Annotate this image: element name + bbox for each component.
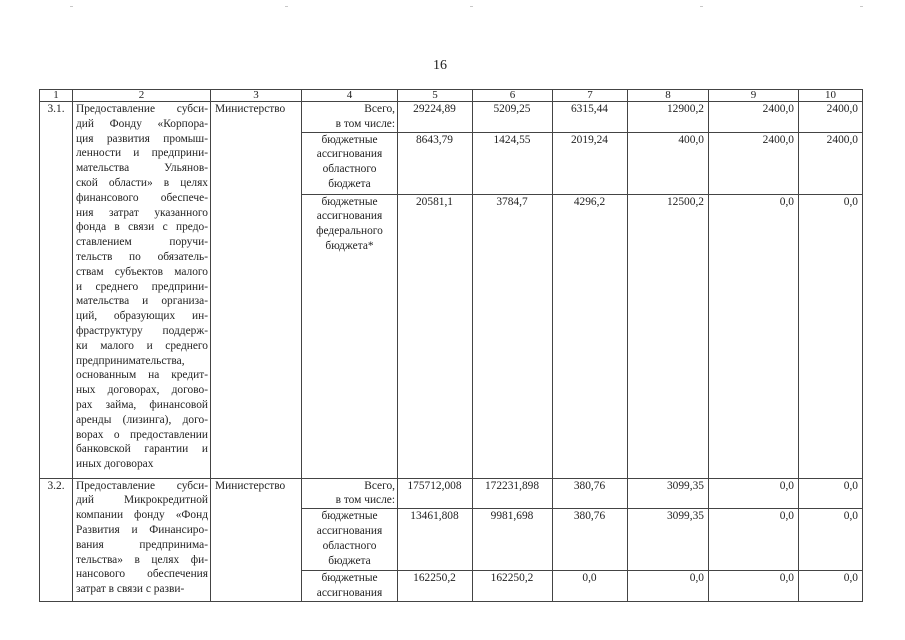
measure-description [73, 102, 211, 479]
amount-cell-10: 0,0 [799, 509, 863, 571]
page-number: 16 [433, 58, 447, 73]
amount-cell-6: 5209,25 [473, 102, 553, 133]
budget-table [39, 89, 863, 602]
amount-cell-6: 172231,898 [473, 478, 553, 509]
scan-speck [70, 6, 73, 7]
scan-speck [470, 6, 473, 7]
description-line: аренды (лизинга), дого- [76, 413, 208, 426]
amount-cell-10: 0,0 [799, 478, 863, 509]
description-line: финансового обеспече- [76, 191, 208, 204]
executor-cell: Министерство [211, 478, 302, 601]
amount-cell-5: 8643,79 [398, 132, 473, 194]
description-line: иных договорах [76, 458, 154, 471]
amount-cell-8: 0,0 [628, 571, 709, 602]
description-line: Предоставление субси- [76, 103, 208, 115]
description-line: компании фонду «Фонд [76, 509, 208, 522]
description-line: тельств по обязатель- [76, 250, 208, 263]
amount-cell-8: 12500,2 [628, 194, 709, 478]
description-line: основанным на кредит- [76, 369, 208, 382]
amount-cell-8: 3099,35 [628, 509, 709, 571]
description-line: ворах о предоставлении [76, 428, 208, 441]
amount-cell-5: 13461,808 [398, 509, 473, 571]
table-row [40, 478, 863, 509]
amount-cell-5: 20581,1 [398, 194, 473, 478]
column-header-row [40, 90, 863, 102]
amount-cell-5: 162250,2 [398, 571, 473, 602]
description-line: ки малого и среднего [76, 339, 208, 352]
amount-cell-6: 9981,698 [473, 509, 553, 571]
description-line: Предоставление субси- [76, 479, 208, 492]
amount-cell-7: 0,0 [553, 571, 628, 602]
amount-cell-9: 0,0 [709, 194, 799, 478]
amount-cell-10: 2400,0 [799, 102, 863, 133]
description-line: предпринимательства, [76, 354, 185, 367]
description-line: вания предпринима- [76, 538, 208, 551]
column-header: 5 [398, 90, 473, 102]
description-line: мательства Ульянов- [76, 162, 208, 175]
description-line: ция развития промыш- [76, 132, 208, 145]
description-line: ных договорах, догово- [76, 384, 208, 397]
amount-cell-5: 29224,89 [398, 102, 473, 133]
column-header: 6 [473, 90, 553, 102]
amount-cell-6: 1424,55 [473, 132, 553, 194]
funding-source: Всего, в том числе: [302, 478, 398, 509]
description-line: дий Фонду «Корпора- [76, 117, 208, 130]
amount-cell-10: 2400,0 [799, 132, 863, 194]
column-header: 3 [211, 90, 302, 102]
description-line: дий Микрокредитной [76, 494, 208, 507]
funding-source: бюджетные ассигнования областного бюджета [302, 132, 398, 194]
amount-cell-10: 0,0 [799, 571, 863, 602]
row-number: 3.1. [40, 102, 73, 479]
description-line: ния затрат указанного [76, 206, 208, 219]
amount-cell-7: 6315,44 [553, 102, 628, 133]
scan-speck [700, 6, 703, 7]
amount-cell-8: 3099,35 [628, 478, 709, 509]
description-line: фонда в связи с предо- [76, 221, 208, 234]
budget-table-container [39, 89, 863, 602]
description-line: нансового обеспечения [76, 568, 208, 581]
description-line: Развития и Финансиро- [76, 523, 208, 536]
funding-source: бюджетные ассигнования областного бюджета [302, 509, 398, 571]
description-line: ленности и предприни- [76, 147, 208, 160]
scan-speck [860, 6, 863, 7]
description-line: фраструктуру поддерж- [76, 324, 208, 337]
amount-cell-9: 0,0 [709, 571, 799, 602]
amount-cell-9: 2400,0 [709, 132, 799, 194]
description-line: ской области» в целях [76, 176, 208, 189]
row-number: 3.2. [40, 478, 73, 601]
description-line: и среднего предприни- [76, 280, 208, 293]
amount-cell-7: 2019,24 [553, 132, 628, 194]
amount-cell-6: 3784,7 [473, 194, 553, 478]
column-header: 10 [799, 90, 863, 102]
description-line: мательства и организа- [76, 295, 208, 308]
description-line: тельства» в целях фи- [76, 553, 208, 566]
executor-cell: Министерство [211, 102, 302, 479]
amount-cell-10: 0,0 [799, 194, 863, 478]
amount-cell-5: 175712,008 [398, 478, 473, 509]
description-line: ствам субъектов малого [76, 265, 208, 278]
amount-cell-7: 4296,2 [553, 194, 628, 478]
description-line: затрат в связи с разви- [76, 583, 185, 596]
amount-cell-7: 380,76 [553, 478, 628, 509]
description-line: ставлением поручи- [76, 236, 208, 249]
funding-source: бюджетные ассигнования [302, 571, 398, 602]
amount-cell-6: 162250,2 [473, 571, 553, 602]
column-header: 4 [302, 90, 398, 102]
amount-cell-9: 0,0 [709, 478, 799, 509]
column-header: 9 [709, 90, 799, 102]
funding-source: Всего, в том числе: [302, 102, 398, 133]
description-line: ций, образующих ин- [76, 310, 208, 323]
measure-description [73, 478, 211, 601]
column-header: 7 [553, 90, 628, 102]
description-line: рах займа, финансовой [76, 398, 208, 411]
column-header: 8 [628, 90, 709, 102]
amount-cell-9: 0,0 [709, 509, 799, 571]
amount-cell-7: 380,76 [553, 509, 628, 571]
table-row [40, 102, 863, 133]
column-header: 2 [73, 90, 211, 102]
description-line: банковской гарантии и [76, 443, 208, 456]
amount-cell-8: 12900,2 [628, 102, 709, 133]
column-header: 1 [40, 90, 73, 102]
amount-cell-9: 2400,0 [709, 102, 799, 133]
amount-cell-8: 400,0 [628, 132, 709, 194]
scan-speck [285, 6, 288, 7]
funding-source: бюджетные ассигнования федерального бюджета* [302, 194, 398, 478]
